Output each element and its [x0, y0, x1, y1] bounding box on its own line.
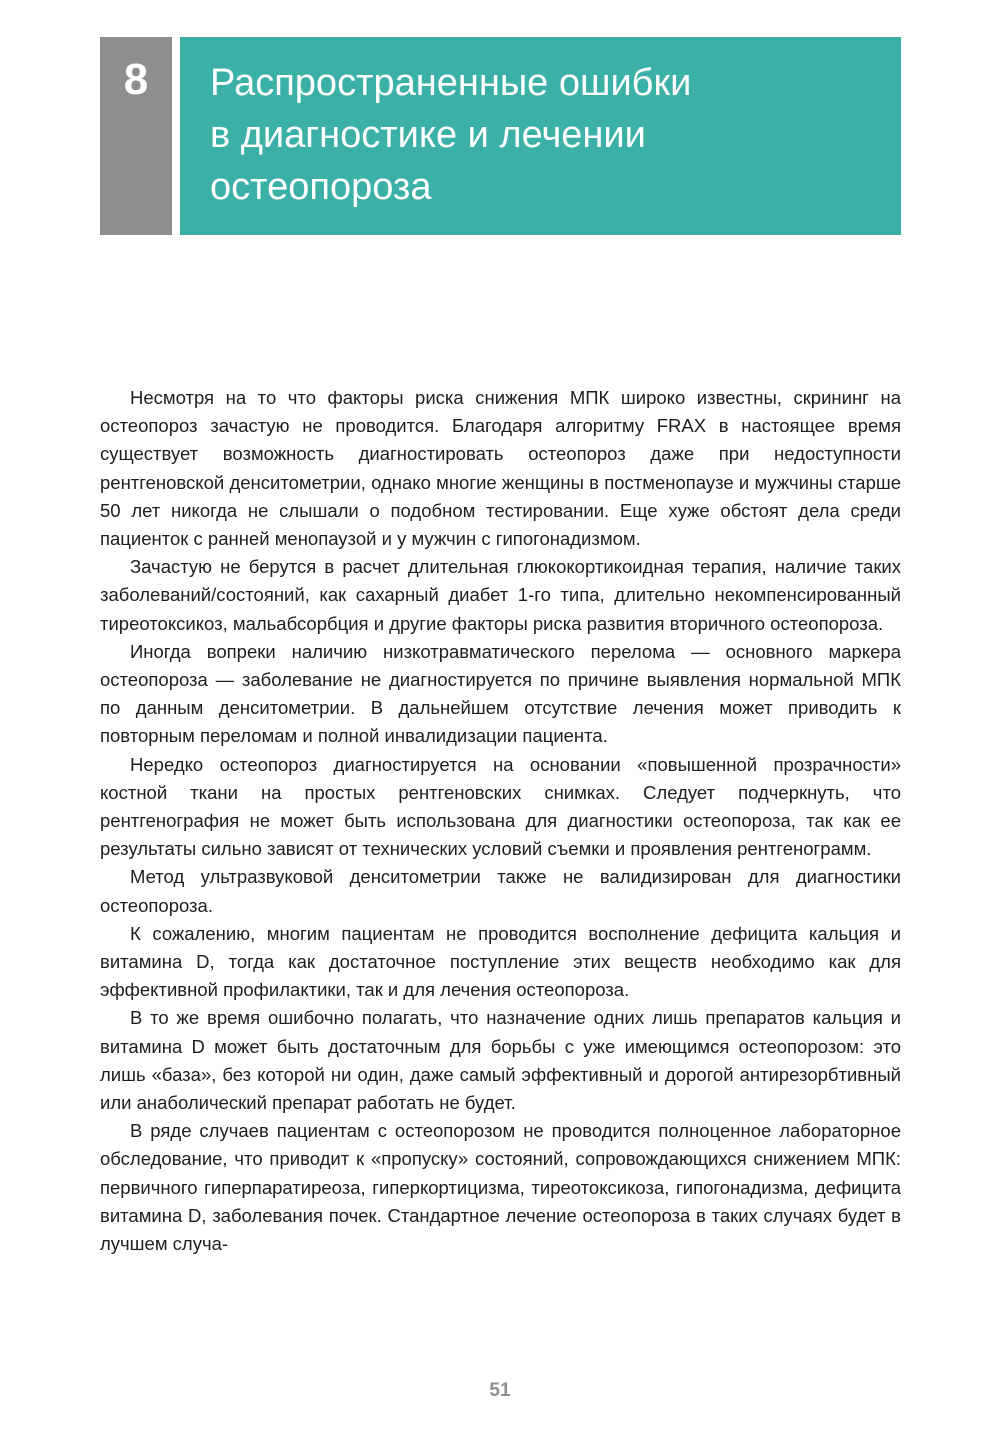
paragraph-8: В ряде случаев пациентам с остеопорозом не проводится полноценное лабораторное обследование, что приводит к «пропуску» состояний, сопровождающихся снижением МПК: первичного гиперпаратиреоза, гиперкортицизма, тиреотоксикоза, гипогонадизма, дефицита витамина D, заболевания почек. Стандартное лечение остеопороза в таких случаях будет в лучшем случа-	[100, 1120, 901, 1255]
page-number: 51	[489, 1380, 511, 1401]
paragraph-5: Метод ультразвуковой денситометрии также не валидизирован для диагностики остеопороза.	[100, 866, 901, 916]
chapter-header	[100, 37, 901, 235]
chapter-title-line-1: Распространенные ошибки	[210, 62, 692, 104]
chapter-title-line-3: остеопороза	[210, 166, 432, 208]
body-text	[100, 384, 901, 1258]
paragraph-6: К сожалению, многим пациентам не проводится восполнение дефицита кальция и витамина D, тогда как достаточное поступление этих веществ необходимо как для эффективной профилактики, так и для лечения остеопороза.	[100, 922, 901, 1001]
paragraph-4: Нередко остеопороз диагностируется на основании «повышенной прозрачности» костной ткани на простых рентгеновских снимках. Следует подчеркнуть, что рентгенография не может быть использована для диагностики остеопороза, так как ее результаты сильно зависят от технических условий съемки и проявления рентгенограмм.	[100, 753, 901, 860]
paragraph-7: В то же время ошибочно полагать, что назначение одних лишь препаратов кальция и витамина D может быть достаточным для борьбы с уже имеющимся остеопорозом: это лишь «база», без которой ни один, даже самый эффективный и дорогой антирезорбтивный или анаболический препарат работать не будет.	[100, 1007, 901, 1114]
paragraph-3: Иногда вопреки наличию низкотравматического перелома — основного маркера остеопороза — заболевание не диагностируется по причине выявления нормальной МПК по данным денситометрии. В дальнейшем отсутствие лечения может приводить к повторным переломам и полной инвалидизации пациента.	[100, 640, 901, 747]
paragraph-1: Несмотря на то что факторы риска снижения МПК широко известны, скрининг на остеопороз зачастую не проводится. Благодаря алгоритму FRAX в настоящее время существует возможность диагностировать остеопороз даже при недоступности рентгеновской денситометрии, однако многие женщины в постменопаузе и мужчины старше 50 лет никогда не слышали о подобном тестировании. Еще хуже обстоят дела среди пациенток с ранней менопаузой и у мужчин с гипогонадизмом.	[100, 387, 901, 550]
chapter-number: 8	[123, 55, 149, 104]
chapter-number-box	[100, 37, 172, 235]
chapter-title	[210, 57, 890, 213]
chapter-title-line-2: в диагностике и лечении	[210, 114, 646, 156]
paragraph-2: Зачастую не берутся в расчет длительная глюкокортикоидная терапия, наличие таких заболеваний/состояний, как сахарный диабет 1-го типа, длительно некомпенсированный тиреотоксикоз, мальабсорбция и другие факторы риска развития вторичного остеопороза.	[100, 556, 901, 634]
chapter-title-box	[180, 37, 901, 235]
